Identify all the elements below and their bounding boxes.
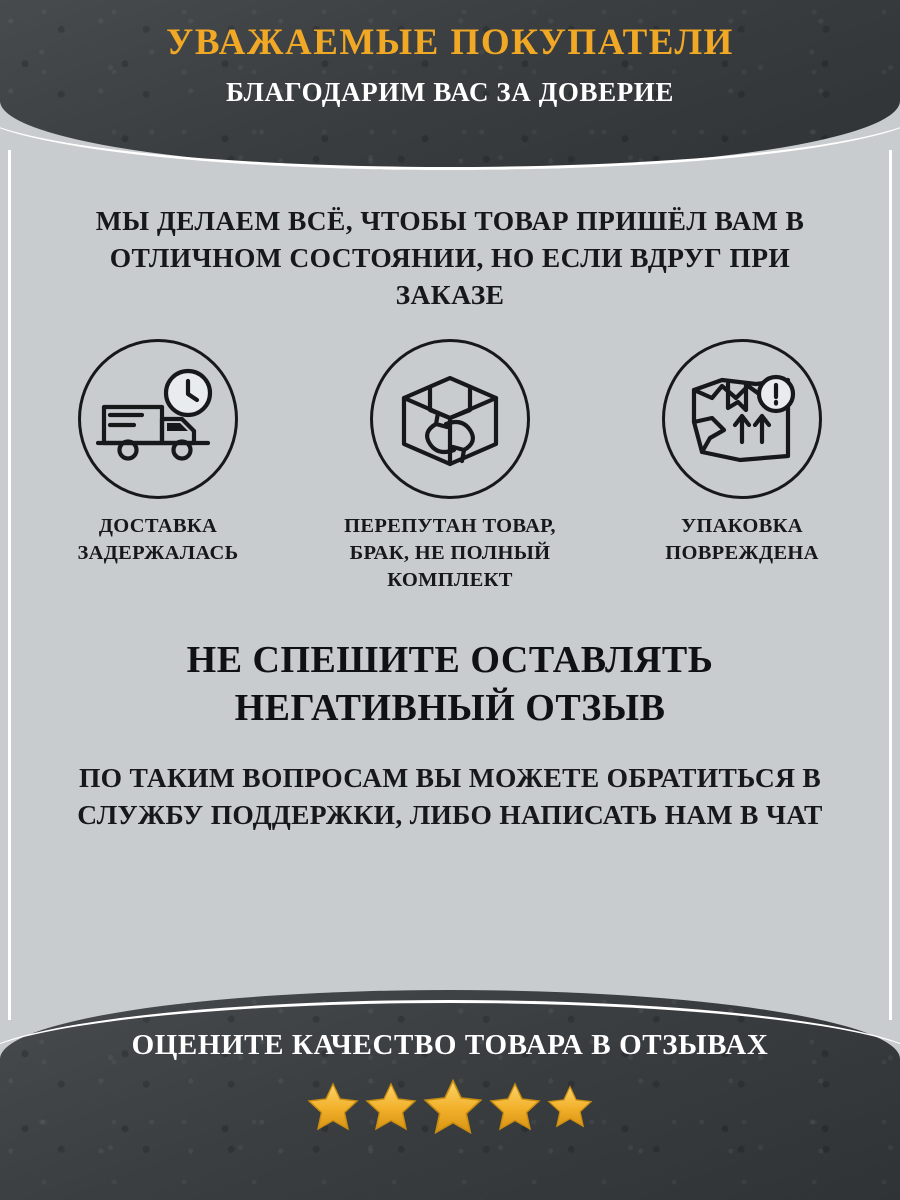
box-return-arrow-icon [386,364,514,474]
page-title: УВАЖАЕМЫЕ ПОКУПАТЕЛИ [166,22,734,63]
footer-text: ОЦЕНИТЕ КАЧЕСТВО ТОВАРА В ОТЗЫВАХ [131,1029,769,1061]
star-icon [365,1081,417,1131]
issue-caption: УПАКОВКА ПОВРЕЖДЕНА [665,515,819,565]
issue-item-damaged-package [607,339,877,566]
star-icon [547,1084,593,1128]
rating-stars [0,1077,900,1135]
issue-item-delivery-delayed [23,339,293,566]
issue-caption: ДОСТАВКА ЗАДЕРЖАЛАСЬ [77,515,239,565]
support-text: ПО ТАКИМ ВОПРОСАМ ВЫ МОЖЕТЕ ОБРАТИТЬСЯ В СЛУЖБУ ПОДДЕРЖКИ, ЛИБО НАПИСАТЬ НАМ В ЧАТ [77,762,823,831]
issue-icon-circle [78,339,238,499]
damaged-package-icon [682,364,802,474]
issue-item-wrong-or-defective [315,339,585,593]
star-icon [489,1081,541,1131]
issue-caption: ПЕРЕПУТАН ТОВАР, БРАК, НЕ ПОЛНЫЙ КОМПЛЕКТ [344,515,556,591]
intro-text: МЫ ДЕЛАЕМ ВСЁ, ЧТОБЫ ТОВАР ПРИШЁЛ ВАМ В ОТЛИЧНОМ СОСТОЯНИИ, НО ЕСЛИ ВДРУГ ПРИ ЗАКАЗЕ [95,205,805,311]
issue-icon-circle [370,339,530,499]
footer [0,995,900,1200]
delivery-truck-clock-icon [96,367,220,471]
issue-icon-circle [662,339,822,499]
main-content [0,170,900,833]
star-icon [307,1081,359,1131]
headline-text: НЕ СПЕШИТЕ ОСТАВЛЯТЬ НЕГАТИВНЫЙ ОТЗЫВ [186,639,714,730]
star-icon [423,1077,483,1135]
issues-row [0,339,900,593]
header-subtitle: БЛАГОДАРИМ ВАС ЗА ДОВЕРИЕ [225,76,675,107]
header [0,0,900,160]
